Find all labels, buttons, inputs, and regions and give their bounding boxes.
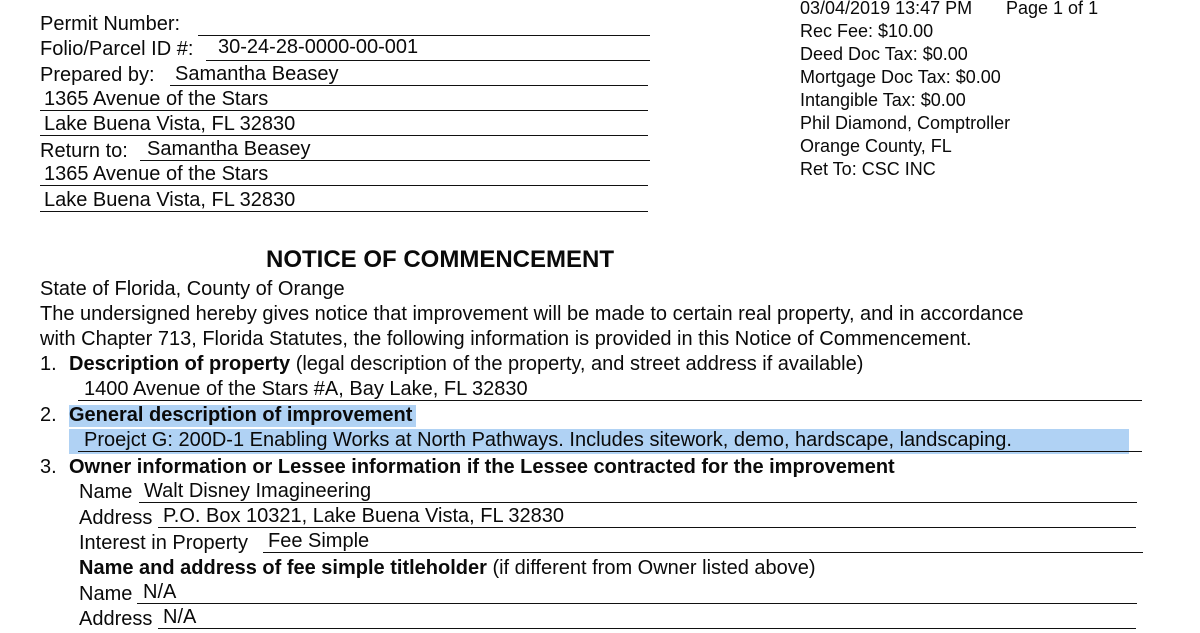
titleholder-note: (if different from Owner listed above) [486,557,816,579]
notice-title: NOTICE OF COMMENCEMENT [266,246,614,273]
return-city-underline [40,211,648,212]
titleholder-address-label: Address [79,608,153,630]
owner-address-label: Address [79,507,153,529]
item-1-note: (legal description of the property, and street address if available) [290,353,864,375]
intro-line-2: with Chapter 713, Florida Statutes, the following information is provided in this Notice of Commencement. [40,328,972,350]
improvement-description-value: Proejct G: 200D-1 Enabling Works at North Pathways. Includes sitework, demo, hardscape, landscaping. [84,429,1012,451]
titleholder-name-value: N/A [143,581,177,603]
folio-value: 30-24-28-0000-00-001 [218,36,419,58]
intangible-tax: Intangible Tax: $0.00 [800,90,966,110]
owner-address-value: P.O. Box 10321, Lake Buena Vista, FL 32830 [163,505,565,527]
return-to-underline [140,160,650,161]
prepared-city-underline [40,135,648,136]
item-1-number: 1. [40,353,57,375]
prepared-by-name: Samantha Beasey [175,63,339,85]
property-underline [78,400,1142,401]
item-3-heading: Owner information or Lessee information if the Lessee contracted for the improvement [69,456,895,478]
item-1-heading: Description of property [69,353,291,375]
recording-page-number: Page 1 of 1 [1006,0,1099,18]
prepared-by-city: Lake Buena Vista, FL 32830 [44,113,296,135]
intro-line-1: The undersigned hereby gives notice that improvement will be made to certain real property, and in accordance [40,303,1024,325]
item-3-number: 3. [40,456,57,478]
titleholder-address-value: N/A [163,606,197,628]
owner-address-underline [158,527,1136,528]
prepared-street-underline [40,110,648,111]
owner-name-label: Name [79,481,133,503]
item-2-heading: General description of improvement [69,405,416,427]
return-to-name: Samantha Beasey [147,138,311,160]
owner-name-underline [139,502,1137,503]
owner-name-value: Walt Disney Imagineering [144,480,372,502]
folio-underline [206,60,650,61]
interest-label: Interest in Property [79,532,248,554]
item-1-heading-line [69,354,863,374]
return-street-underline [40,185,648,186]
mortgage-doc-tax: Mortgage Doc Tax: $0.00 [800,67,1001,87]
prepared-by-label: Prepared by: [40,64,155,86]
titleholder-name-label: Name [79,583,133,605]
return-to-street: 1365 Avenue of the Stars [44,163,269,185]
ret-to: Ret To: CSC INC [800,159,936,179]
county-name: Orange County, FL [800,136,952,156]
return-to-city: Lake Buena Vista, FL 32830 [44,189,296,211]
folio-label: Folio/Parcel ID #: [40,38,194,60]
return-to-label: Return to: [40,140,128,162]
rec-fee: Rec Fee: $10.00 [800,21,934,41]
item-2-number: 2. [40,404,57,426]
interest-underline [263,552,1143,553]
titleholder-address-underline [158,628,1136,629]
property-description-value: 1400 Avenue of the Stars #A, Bay Lake, FL 32830 [84,378,528,400]
titleholder-name-underline [137,603,1137,604]
jurisdiction: State of Florida, County of Orange [40,278,345,300]
titleholder-heading: Name and address of fee simple titleholder [79,557,487,579]
recording-datetime: 03/04/2019 13:47 PM [800,0,973,18]
improvement-underline [78,451,1142,452]
prepared-by-street: 1365 Avenue of the Stars [44,88,269,110]
permit-number-label: Permit Number: [40,13,181,35]
comptroller-name: Phil Diamond, Comptroller [800,113,1011,133]
interest-value: Fee Simple [268,530,370,552]
prepared-by-underline [170,85,648,86]
titleholder-heading-line [79,558,816,578]
deed-doc-tax: Deed Doc Tax: $0.00 [800,44,968,64]
